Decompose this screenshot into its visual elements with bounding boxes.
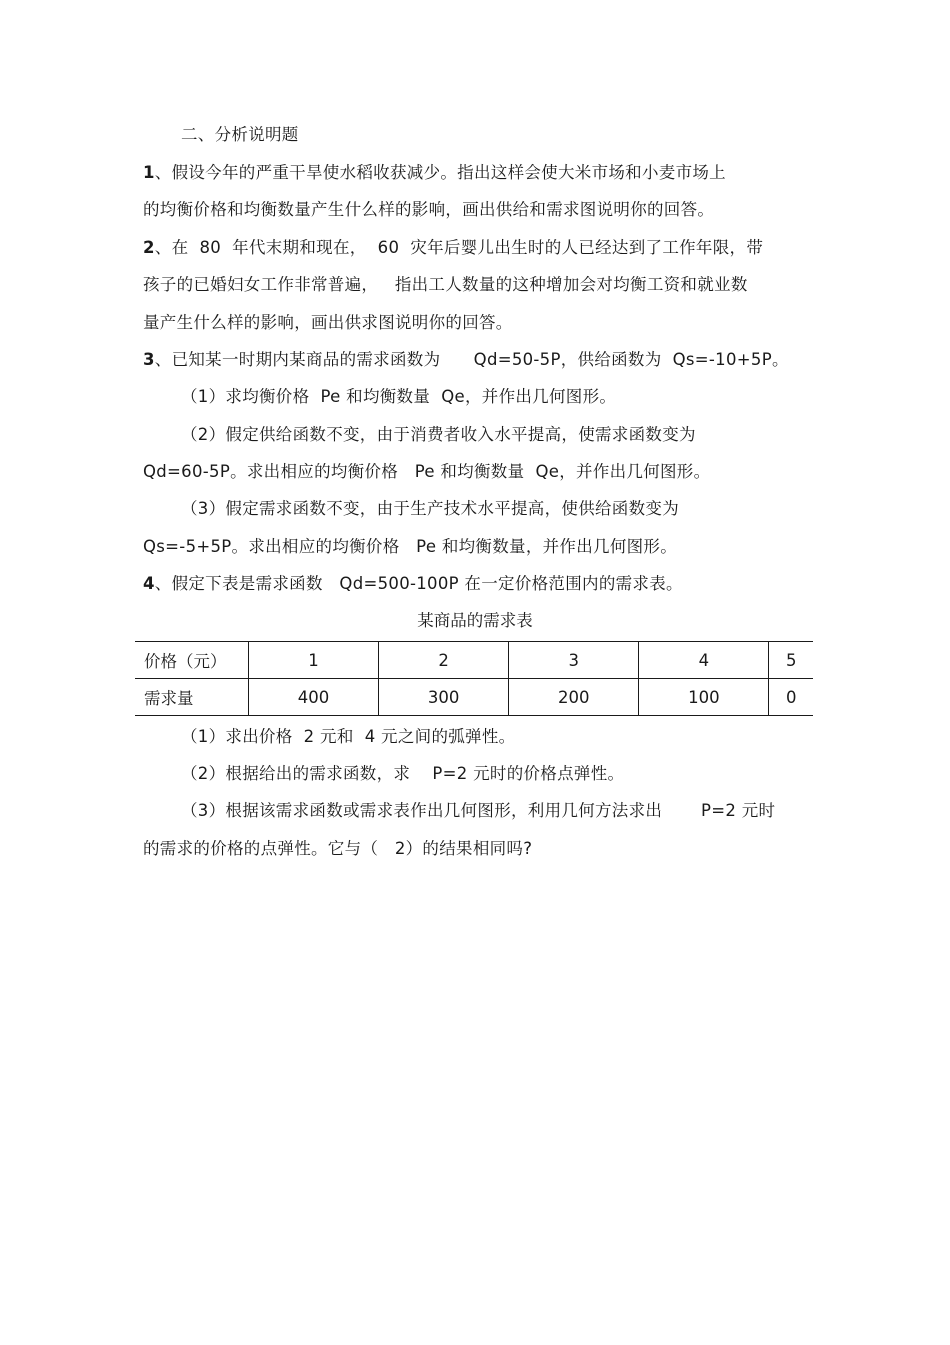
question-3-line-1 xyxy=(143,350,789,370)
question-3-sub-1: （1）求均衡价格 Pe 和均衡数量 Qe，并作出几何图形。 xyxy=(181,387,617,406)
table-row-quantity xyxy=(135,679,813,716)
question-1-number: 1 xyxy=(143,163,155,182)
table-cell-price: 5 xyxy=(769,642,813,679)
question-3-sub-3-line-2: Qs=-5+5P。求出相应的均衡价格 Pe 和均衡数量，并作出几何图形。 xyxy=(143,537,678,556)
question-1-line-1 xyxy=(143,163,726,183)
question-2-line-1 xyxy=(143,238,763,258)
table-cell-price: 1 xyxy=(249,642,379,679)
table-cell-quantity: 400 xyxy=(249,679,379,716)
question-4-text-1: 、假定下表是需求函数 Qd=500-100P 在一定价格范围内的需求表。 xyxy=(154,574,683,593)
table-cell-quantity: 0 xyxy=(769,679,813,716)
question-2-line-2: 孩子的已婚妇女工作非常普遍， 指出工人数量的这种增加会对均衡工资和就业数 xyxy=(143,275,748,294)
question-3-number: 3 xyxy=(143,350,155,369)
question-4-sub-1: （1）求出价格 2 元和 4 元之间的弧弹性。 xyxy=(181,727,516,746)
question-3-sub-2-line-1: （2）假定供给函数不变，由于消费者收入水平提高，使需求函数变为 xyxy=(181,425,696,444)
question-2-line-3: 量产生什么样的影响，画出供求图说明你的回答。 xyxy=(143,313,513,332)
question-3-sub-2-line-2: Qd=60-5P。求出相应的均衡价格 Pe 和均衡数量 Qe，并作出几何图形。 xyxy=(143,462,711,481)
demand-table xyxy=(135,641,813,716)
question-4-sub-2: （2）根据给出的需求函数，求 P=2 元时的价格点弹性。 xyxy=(181,764,625,783)
table-cell-quantity: 200 xyxy=(509,679,639,716)
table-cell-price: 2 xyxy=(379,642,509,679)
table-header-quantity: 需求量 xyxy=(135,679,249,716)
table-cell-price: 4 xyxy=(639,642,769,679)
question-2-number: 2 xyxy=(143,238,155,257)
question-1-text-1: 、假设今年的严重干旱使水稻收获减少。指出这样会使大米市场和小麦市场上 xyxy=(154,163,726,182)
question-4-sub-3-line-2: 的需求的价格的点弹性。它与（ 2）的结果相同吗? xyxy=(143,839,533,858)
table-cell-price: 3 xyxy=(509,642,639,679)
table-cell-quantity: 300 xyxy=(379,679,509,716)
question-2-text-1: 、在 80 年代末期和现在， 60 灾年后婴儿出生时的人已经达到了工作年限，带 xyxy=(154,238,764,257)
table-row-price xyxy=(135,642,813,679)
table-cell-quantity: 100 xyxy=(639,679,769,716)
question-3-sub-3-line-1: （3）假定需求函数不变，由于生产技术水平提高，使供给函数变为 xyxy=(181,499,679,518)
table-caption: 某商品的需求表 xyxy=(417,611,533,630)
question-4-sub-3-line-1: （3）根据该需求函数或需求表作出几何图形，利用几何方法求出 P=2 元时 xyxy=(181,801,776,820)
question-4-number: 4 xyxy=(143,574,155,593)
question-4-line-1 xyxy=(143,574,683,594)
section-title: 二、分析说明题 xyxy=(181,125,299,144)
question-3-text-1: 、已知某一时期内某商品的需求函数为 Qd=50-5P，供给函数为 Qs=-10+5P。 xyxy=(154,350,789,369)
question-1-line-2: 的均衡价格和均衡数量产生什么样的影响，画出供给和需求图说明你的回答。 xyxy=(143,200,715,219)
table-header-price: 价格（元） xyxy=(135,642,249,679)
